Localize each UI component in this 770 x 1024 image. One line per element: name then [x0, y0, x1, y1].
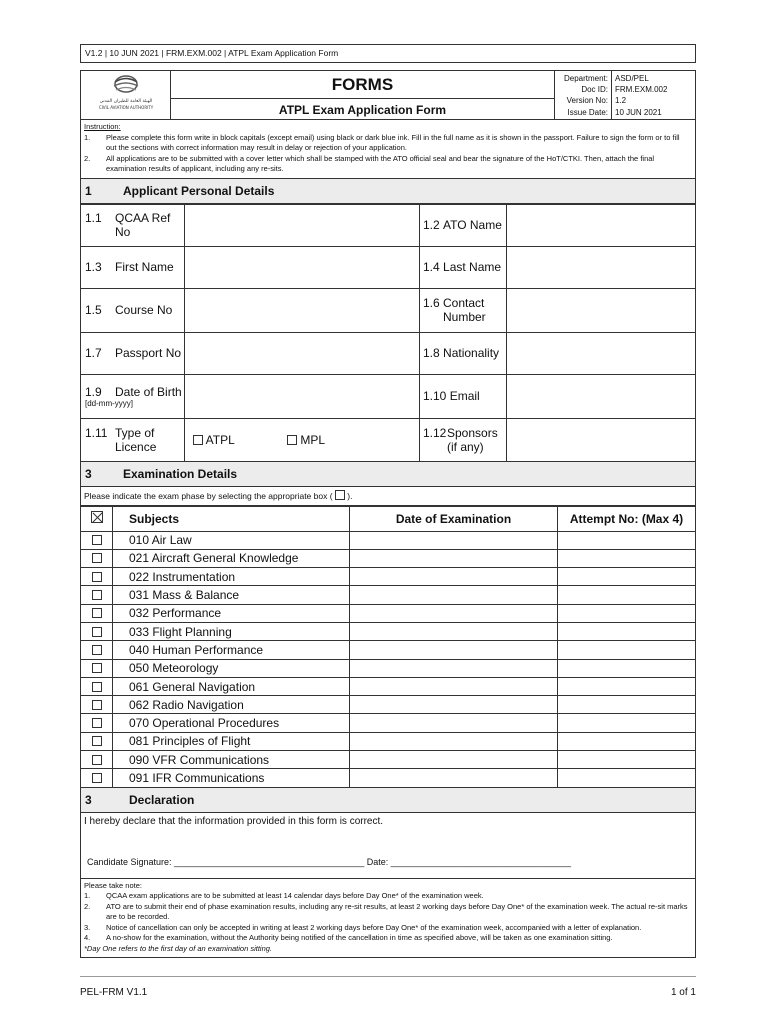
- subject-name: 062 Radio Navigation: [113, 696, 350, 714]
- subject-checkbox[interactable]: [92, 755, 102, 765]
- atpl-option-label: ATPL: [205, 432, 235, 447]
- field-number: 1.5: [85, 303, 102, 317]
- subject-checkbox-cell[interactable]: [81, 751, 113, 769]
- subject-checkbox-cell[interactable]: [81, 732, 113, 750]
- exam-date-field[interactable]: [350, 531, 558, 549]
- form-title: FORMS: [171, 71, 554, 99]
- subject-checkbox-cell[interactable]: [81, 714, 113, 732]
- subject-name: 070 Operational Procedures: [113, 714, 350, 732]
- subject-name: 050 Meteorology: [113, 659, 350, 677]
- logo-arabic-text: الهيئة العامة للطيران المدني: [99, 99, 153, 104]
- section-number: 1: [85, 183, 92, 198]
- nationality-field[interactable]: [507, 332, 696, 374]
- attempt-no-field[interactable]: [558, 549, 696, 567]
- date-header: Date of Examination: [350, 506, 558, 531]
- attempt-header: Attempt No: (Max 4): [558, 506, 696, 531]
- subject-name: 021 Aircraft General Knowledge: [113, 549, 350, 567]
- exam-date-field[interactable]: [350, 751, 558, 769]
- subject-checkbox-cell[interactable]: [81, 677, 113, 695]
- subject-row: [81, 604, 696, 622]
- subject-checkbox-cell[interactable]: [81, 568, 113, 586]
- subject-row: [81, 568, 696, 586]
- checked-box-icon: [91, 511, 103, 523]
- section-examination-details: [80, 462, 696, 487]
- subject-checkbox-cell[interactable]: [81, 641, 113, 659]
- section-title: Applicant Personal Details: [123, 183, 275, 198]
- note-text: ATO are to submit their end of phase examination results, including any re-sit results, at least 2 working days before Day One* of the examination week. The actual re-sit marks are to be recorded.: [106, 901, 688, 922]
- meta-issue-date-value: 10 JUN 2021: [615, 107, 662, 117]
- exam-date-field[interactable]: [350, 622, 558, 640]
- attempt-no-field[interactable]: [558, 586, 696, 604]
- subject-row: [81, 696, 696, 714]
- checkbox-sample-icon: [335, 490, 345, 500]
- instructions: [80, 120, 696, 179]
- attempt-no-field[interactable]: [558, 677, 696, 695]
- subject-checkbox[interactable]: [92, 553, 102, 563]
- exam-date-field[interactable]: [350, 714, 558, 732]
- subject-checkbox[interactable]: [92, 736, 102, 746]
- attempt-no-field[interactable]: [558, 659, 696, 677]
- section-number: 3: [85, 466, 92, 481]
- subject-checkbox[interactable]: [92, 773, 102, 783]
- personal-details-table: [80, 204, 696, 462]
- course-no-field[interactable]: [185, 288, 420, 332]
- section-declaration: [80, 788, 696, 813]
- exam-date-field[interactable]: [350, 769, 558, 787]
- logo-emblem-icon: [81, 71, 171, 121]
- nationality-label: Nationality: [443, 346, 500, 360]
- subject-checkbox-cell[interactable]: [81, 622, 113, 640]
- note-text: Notice of cancellation can only be accepted in writing at least 2 working days before Day One* of the examination week, accompanied with a letter of explanation.: [106, 922, 642, 932]
- subject-name: 040 Human Performance: [113, 641, 350, 659]
- note-number: 1.: [84, 891, 91, 901]
- subject-row: [81, 586, 696, 604]
- atpl-checkbox[interactable]: [193, 435, 203, 445]
- meta-department-key: Department:: [563, 74, 608, 83]
- sponsors-label: Sponsors (if any): [447, 425, 498, 454]
- subject-checkbox[interactable]: [92, 663, 102, 673]
- exam-date-field[interactable]: [350, 568, 558, 586]
- take-note-box: [80, 879, 696, 959]
- subject-checkbox-cell[interactable]: [81, 549, 113, 567]
- first-name-label: First Name: [115, 260, 174, 274]
- subject-checkbox[interactable]: [92, 627, 102, 637]
- meta-issue-date-key: Issue Date:: [567, 107, 608, 117]
- qcaa-ref-label: QCAA Ref No: [115, 211, 171, 239]
- exam-date-field[interactable]: [350, 586, 558, 604]
- licence-type-label: Type of Licence: [115, 425, 157, 454]
- subject-name: 033 Flight Planning: [113, 622, 350, 640]
- field-number: 1.6: [423, 296, 440, 310]
- subjects-table: [80, 506, 696, 788]
- section-number: 3: [85, 792, 92, 807]
- authority-logo: [81, 71, 171, 119]
- mpl-checkbox[interactable]: [287, 435, 297, 445]
- attempt-no-field[interactable]: [558, 604, 696, 622]
- note-number: 2.: [84, 901, 91, 911]
- subject-checkbox[interactable]: [92, 718, 102, 728]
- field-number: 1.9: [85, 384, 102, 399]
- section-title: Declaration: [129, 792, 195, 807]
- subject-row: [81, 622, 696, 640]
- field-number: 1.10: [423, 389, 447, 403]
- subject-row: [81, 531, 696, 549]
- exam-date-field[interactable]: [350, 677, 558, 695]
- attempt-no-field[interactable]: [558, 622, 696, 640]
- subject-checkbox[interactable]: [92, 700, 102, 710]
- subject-checkbox-cell[interactable]: [81, 769, 113, 787]
- document-meta: [555, 71, 695, 119]
- exam-date-field[interactable]: [350, 549, 558, 567]
- exam-date-field[interactable]: [350, 641, 558, 659]
- contact-number-label: Contact Number: [443, 296, 486, 324]
- footer-page-number: 1 of 1: [670, 987, 696, 998]
- subject-name: 090 VFR Communications: [113, 751, 350, 769]
- instructions-heading: Instruction:: [84, 122, 121, 131]
- sponsors-field[interactable]: [507, 418, 696, 461]
- subject-row: [81, 751, 696, 769]
- subject-checkbox[interactable]: [92, 645, 102, 655]
- declaration-box: [80, 813, 696, 879]
- subject-row: [81, 714, 696, 732]
- exam-date-field[interactable]: [350, 696, 558, 714]
- exam-note-text: Please indicate the exam phase by selecting the appropriate box (: [84, 490, 333, 501]
- meta-department-value: ASD/PEL: [615, 74, 649, 83]
- instruction-number: 1.: [84, 132, 91, 142]
- meta-version-key: Version No:: [566, 96, 608, 106]
- subjects-header: Subjects: [113, 506, 350, 531]
- form-header: [80, 70, 696, 120]
- attempt-no-field[interactable]: [558, 714, 696, 732]
- note-number: 3.: [84, 922, 91, 932]
- ato-name-label: ATO Name: [443, 218, 502, 232]
- subject-checkbox[interactable]: [92, 608, 102, 618]
- form-subtitle: ATPL Exam Application Form: [278, 103, 447, 117]
- attempt-no-field[interactable]: [558, 751, 696, 769]
- subject-checkbox-cell[interactable]: [81, 659, 113, 677]
- exam-date-field[interactable]: [350, 659, 558, 677]
- exam-date-field[interactable]: [350, 604, 558, 622]
- section-title: Examination Details: [123, 466, 238, 481]
- subject-row: [81, 732, 696, 750]
- instruction-number: 2.: [84, 153, 91, 163]
- subject-name: 031 Mass & Balance: [113, 586, 350, 604]
- logo-english-text: CIVIL AVIATION AUTHORITY: [98, 105, 154, 110]
- subject-checkbox[interactable]: [92, 590, 102, 600]
- title-block: [171, 71, 555, 119]
- exam-selection-note: [80, 487, 696, 506]
- attempt-no-field[interactable]: [558, 568, 696, 586]
- field-number: 1.1: [85, 211, 102, 225]
- note-number: 4.: [84, 933, 91, 943]
- email-label: Email: [449, 389, 480, 403]
- exam-date-field[interactable]: [350, 732, 558, 750]
- meta-docid-value: FRM.EXM.002: [615, 85, 668, 95]
- subject-row: [81, 769, 696, 787]
- subject-checkbox-cell[interactable]: [81, 604, 113, 622]
- field-number: 1.12: [423, 425, 447, 440]
- note-text: QCAA exam applications are to be submitted at least 14 calendar days before Day One* of the examination week.: [106, 891, 484, 901]
- day-one-footnote: *Day One refers to the first day of an examination sitting.: [84, 943, 273, 953]
- subject-row: [81, 677, 696, 695]
- contact-number-field[interactable]: [507, 288, 696, 332]
- qcaa-ref-field[interactable]: [185, 204, 420, 246]
- last-name-field[interactable]: [507, 246, 696, 288]
- attempt-no-field[interactable]: [558, 531, 696, 549]
- meta-version-value: 1.2: [615, 96, 627, 106]
- instruction-text: Please complete this form write in block capitals (except email) using black or dark blue ink. Fill in the full name as it is shown in the passport. Failure to sign the form or to fill out the sections with correct information may result in delay or rejection of your application.: [106, 132, 680, 152]
- subject-checkbox[interactable]: [92, 535, 102, 545]
- page-footer: [80, 976, 696, 1006]
- footer-form-code: PEL-FRM V1.1: [80, 987, 148, 998]
- first-name-field[interactable]: [185, 246, 420, 288]
- subject-name: 081 Principles of Flight: [113, 732, 350, 750]
- signature-line[interactable]: Candidate Signature: ______________________________________ Date: ____________________________________: [87, 856, 571, 867]
- subject-checkbox-cell[interactable]: [81, 586, 113, 604]
- subject-checkbox-cell[interactable]: [81, 696, 113, 714]
- attempt-no-field[interactable]: [558, 641, 696, 659]
- course-no-label: Course No: [115, 303, 173, 317]
- ato-name-field[interactable]: [507, 204, 696, 246]
- attempt-no-field[interactable]: [558, 696, 696, 714]
- field-number: 1.4: [423, 260, 440, 274]
- meta-docid-key: Doc ID:: [581, 85, 608, 95]
- note-text: A no-show for the examination, without the Authority being notified of the cancellation in time as specified above, will be taken as one examination sitting.: [106, 933, 613, 943]
- date-of-birth-field[interactable]: [185, 374, 420, 418]
- subject-row: [81, 641, 696, 659]
- subject-name: 010 Air Law: [113, 531, 350, 549]
- subject-row: [81, 659, 696, 677]
- date-of-birth-label: Date of Birth: [115, 384, 182, 399]
- last-name-label: Last Name: [443, 260, 502, 274]
- subject-name: 091 IFR Communications: [113, 769, 350, 787]
- field-number: 1.8: [423, 346, 440, 360]
- passport-no-label: Passport No: [115, 346, 182, 360]
- section-applicant-details: [80, 179, 696, 204]
- field-number: 1.3: [85, 260, 102, 274]
- document-header-line: V1.2 | 10 JUN 2021 | FRM.EXM.002 | ATPL Exam Application Form: [80, 44, 696, 63]
- subject-checkbox-cell[interactable]: [81, 531, 113, 549]
- field-number: 1.7: [85, 346, 102, 360]
- email-field[interactable]: [507, 374, 696, 418]
- subject-name: 032 Performance: [113, 604, 350, 622]
- exam-note-end: ).: [347, 490, 353, 501]
- mpl-option-label: MPL: [300, 432, 326, 447]
- instruction-text: All applications are to be submitted with a cover letter which shall be stamped with the ATO official seal and bear the signature of the HoT/CTKI. Then, attach the final examination results of applicant, including any re-sits.: [106, 153, 655, 173]
- field-number: 1.11: [85, 425, 108, 440]
- subject-row: [81, 549, 696, 567]
- subject-checkbox[interactable]: [92, 572, 102, 582]
- passport-no-field[interactable]: [185, 332, 420, 374]
- form-page: [80, 44, 696, 958]
- declaration-text: I hereby declare that the information provided in this form is correct.: [84, 815, 384, 827]
- subject-checkbox[interactable]: [92, 682, 102, 692]
- subject-name: 061 General Navigation: [113, 677, 350, 695]
- subject-name: 022 Instrumentation: [113, 568, 350, 586]
- attempt-no-field[interactable]: [558, 769, 696, 787]
- field-number: 1.2: [423, 218, 440, 232]
- select-all-header: [81, 506, 113, 531]
- date-format-hint: [dd-mm-yyyy]: [85, 398, 133, 408]
- attempt-no-field[interactable]: [558, 732, 696, 750]
- take-note-heading: Please take note:: [84, 880, 142, 890]
